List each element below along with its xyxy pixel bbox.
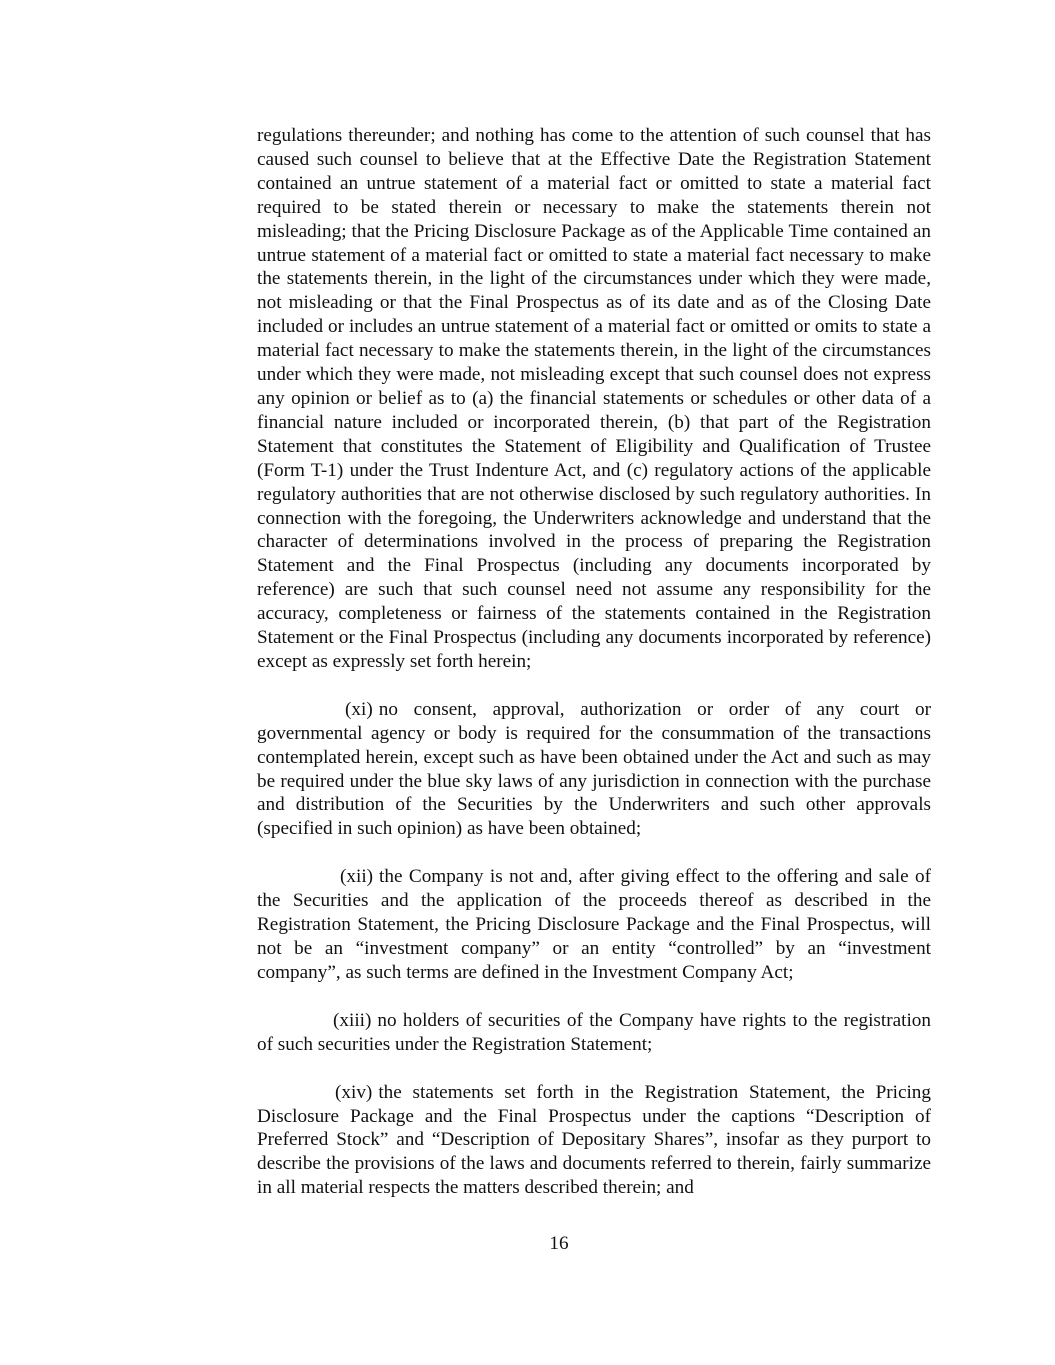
- item-text: the statements set forth in the Registration Statement, the Pricing Disclosure Package and the Final Prospectus under the captions “Description of Preferred Stock” and “Description of Depositary Shares”, insofar as they purport to describe the provisions of the laws and documents referred to therein, fairly summarize in all material respects the matters described therein; and: [257, 1081, 931, 1199]
- item-text: the Company is not and, after giving effect to the offering and sale of the Securities and the application of the proceeds thereof as described in the Registration Statement, the Pricing Disclosure Package and the Final Prospectus, will not be an “investment company” or an entity “controlled” by an “investment company”, as such terms are defined in the Investment Company Act;: [257, 866, 931, 983]
- page-number: 16: [549, 1233, 569, 1254]
- item-marker: (xiv): [335, 1081, 373, 1103]
- item-marker: (xiii): [333, 1009, 372, 1031]
- item-marker: (xii): [340, 866, 374, 888]
- list-item-xiii: [257, 1009, 931, 1057]
- list-item-xi: [257, 698, 931, 841]
- item-marker: (xi): [345, 698, 373, 720]
- list-item-xiv: [257, 1081, 931, 1201]
- item-text: no holders of securities of the Company have rights to the registration of such securities under the Registration Statement;: [257, 1009, 931, 1055]
- body-text: [257, 124, 931, 1200]
- item-text: no consent, approval, authorization or order of any court or governmental agency or body is required for the consummation of the transactions contemplated herein, except such as have been obtained under the Act and such as may be required under the blue sky laws of any jurisdiction in connection with the purchase and distribution of the Securities by the Underwriters and such other approvals (specified in such opinion) as have been obtained;: [257, 698, 931, 840]
- continuation-paragraph: regulations thereunder; and nothing has come to the attention of such counsel that has caused such counsel to believe that at the Effective Date the Registration Statement contained an untrue statement of a material fact or omitted to state a material fact required to be stated therein or necessary to make the statements therein not misleading; that the Pricing Disclosure Package as of the Applicable Time contained an untrue statement of a material fact or omitted to state a material fact necessary to make the statements therein, in the light of the circumstances under which they were made, not misleading or that the Final Prospectus as of its date and as of the Closing Date included or includes an untrue statement of a material fact or omitted or omits to state a material fact necessary to make the statements therein, in the light of the circumstances under which they were made, not misleading except that such counsel does not express any opinion or belief as to (a) the financial statements or schedules or other data of a financial nature included or incorporated therein, (b) that part of the Registration Statement that constitutes the Statement of Eligibility and Qualification of Trustee (Form T-1) under the Trust Indenture Act, and (c) regulatory actions of the applicable regulatory authorities that are not otherwise disclosed by such regulatory authorities. In connection with the foregoing, the Underwriters acknowledge and understand that the character of determinations involved in the process of preparing the Registration Statement and the Final Prospectus (including any documents incorporated by reference) are such that such counsel need not assume any responsibility for the accuracy, completeness or fairness of the statements contained in the Registration Statement or the Final Prospectus (including any documents incorporated by reference) except as expressly set forth herein;: [257, 125, 931, 672]
- list-item-xii: [257, 865, 931, 985]
